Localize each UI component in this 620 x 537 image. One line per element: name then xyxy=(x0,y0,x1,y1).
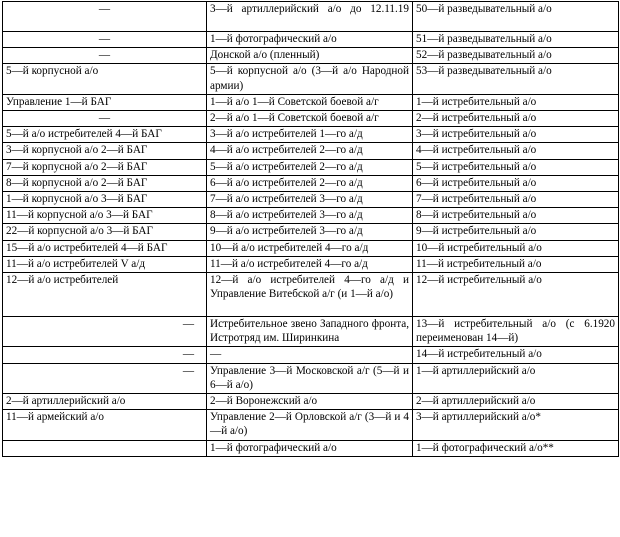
aviation-units-table xyxy=(2,1,619,457)
table-cell: 7—й корпусной а/о 2—й БАГ xyxy=(3,159,207,175)
table-row xyxy=(3,208,619,224)
table-cell: Управление 2—й Орловской а/г (3—й и 4—й а/о) xyxy=(207,410,413,440)
table-cell: 1—й артиллерийский а/о xyxy=(413,363,619,393)
table-cell: — xyxy=(3,347,207,363)
table-row xyxy=(3,363,619,393)
table-cell: 5—й корпусной а/о xyxy=(3,64,207,94)
table-cell: 3—й истребительный а/о xyxy=(413,127,619,143)
table-cell: 11—й армейский а/о xyxy=(3,410,207,440)
table-cell: 7—й истребительный а/о xyxy=(413,192,619,208)
table-row xyxy=(3,347,619,363)
table-cell: 6—й истребительный а/о xyxy=(413,175,619,191)
table-cell: 4—й а/о истребителей 2—го а/д xyxy=(207,143,413,159)
table-cell: — xyxy=(3,48,207,64)
table-cell: — xyxy=(3,2,207,32)
table-cell: 10—й а/о истребителей 4—го а/д xyxy=(207,240,413,256)
table-cell: 3—й артиллерийский а/о до 12.11.19 xyxy=(207,2,413,32)
table-cell: 13—й истребительный а/о (с 6.1920 переименован 14—й) xyxy=(413,317,619,347)
table-cell: — xyxy=(3,317,207,347)
table-row xyxy=(3,143,619,159)
table-cell: 3—й корпусной а/о 2—й БАГ xyxy=(3,143,207,159)
table-cell: 4—й истребительный а/о xyxy=(413,143,619,159)
table-row xyxy=(3,48,619,64)
table-cell: 1—й фотографический а/о xyxy=(207,32,413,48)
table-cell: 8—й а/о истребителей 3—го а/д xyxy=(207,208,413,224)
table-cell: — xyxy=(3,32,207,48)
table-cell: Управление 3—й Московской а/г (5—й и 6—й а/о) xyxy=(207,363,413,393)
table-cell: 1—й фотографический а/о** xyxy=(413,440,619,456)
table-row xyxy=(3,394,619,410)
table-row xyxy=(3,240,619,256)
table-cell: 52—й разведывательный а/о xyxy=(413,48,619,64)
table-cell: 3—й артиллерийский а/о* xyxy=(413,410,619,440)
table-cell: 5—й истребительный а/о xyxy=(413,159,619,175)
table-cell: 1—й истребительный а/о xyxy=(413,94,619,110)
table-cell: 12—й а/о истребителей xyxy=(3,273,207,317)
table-row xyxy=(3,317,619,347)
table-row xyxy=(3,111,619,127)
table-cell: 11—й а/о истребителей 4—го а/д xyxy=(207,256,413,272)
table-cell: 14—й истребительный а/о xyxy=(413,347,619,363)
table-cell: 12—й а/о истребителей 4—го а/д и Управление Витебской а/г (и 1—й а/о) xyxy=(207,273,413,317)
table-cell: 11—й истребительный а/о xyxy=(413,256,619,272)
table-cell: 10—й истребительный а/о xyxy=(413,240,619,256)
table-cell: 15—й а/о истребителей 4—й БАГ xyxy=(3,240,207,256)
table-cell: Истребительное звено Западного фронта, Истротряд им. Ширинкина xyxy=(207,317,413,347)
table-row xyxy=(3,159,619,175)
table-cell: 22—й корпусной а/о 3—й БАГ xyxy=(3,224,207,240)
table-cell: 12—й истребительный а/о xyxy=(413,273,619,317)
table-cell: 11—й корпусной а/о 3—й БАГ xyxy=(3,208,207,224)
table-cell xyxy=(3,440,207,456)
table-cell: 7—й а/о истребителей 3—го а/д xyxy=(207,192,413,208)
table-cell: 2—й а/о 1—й Советской боевой а/г xyxy=(207,111,413,127)
table-row xyxy=(3,2,619,32)
table-row xyxy=(3,127,619,143)
table-row xyxy=(3,256,619,272)
table-cell: 53—й разведывательный а/о xyxy=(413,64,619,94)
table-cell: 2—й артиллерийский а/о xyxy=(413,394,619,410)
table-cell: — xyxy=(3,111,207,127)
table-row xyxy=(3,440,619,456)
table-row xyxy=(3,32,619,48)
table-row xyxy=(3,64,619,94)
table-row xyxy=(3,175,619,191)
table-cell: 6—й а/о истребителей 2—го а/д xyxy=(207,175,413,191)
table-cell: 1—й корпусной а/о 3—й БАГ xyxy=(3,192,207,208)
table-cell: 9—й истребительный а/о xyxy=(413,224,619,240)
table-cell: Управление 1—й БАГ xyxy=(3,94,207,110)
table-cell: 5—й а/о истребителей 4—й БАГ xyxy=(3,127,207,143)
table-cell: 9—й а/о истребителей 3—го а/д xyxy=(207,224,413,240)
table-cell: 50—й разведывательный а/о xyxy=(413,2,619,32)
table-cell: 5—й корпусной а/о (3—й а/о Народной армии) xyxy=(207,64,413,94)
table-row xyxy=(3,410,619,440)
table-cell: — xyxy=(207,347,413,363)
table-cell: 51—й разведывательный а/о xyxy=(413,32,619,48)
table-cell: Донской а/о (пленный) xyxy=(207,48,413,64)
table-cell: 11—й а/о истребителей V а/д xyxy=(3,256,207,272)
table-cell: 2—й артиллерийский а/о xyxy=(3,394,207,410)
table-cell: 2—й истребительный а/о xyxy=(413,111,619,127)
table-cell: 5—й а/о истребителей 2—го а/д xyxy=(207,159,413,175)
table-row xyxy=(3,94,619,110)
table-cell: 1—й фотографический а/о xyxy=(207,440,413,456)
table-cell: — xyxy=(3,363,207,393)
table-row xyxy=(3,224,619,240)
table-cell: 8—й истребительный а/о xyxy=(413,208,619,224)
table-cell: 8—й корпусной а/о 2—й БАГ xyxy=(3,175,207,191)
table-cell: 2—й Воронежский а/о xyxy=(207,394,413,410)
table-row xyxy=(3,192,619,208)
table-cell: 3—й а/о истребителей 1—го а/д xyxy=(207,127,413,143)
table-cell: 1—й а/о 1—й Советской боевой а/г xyxy=(207,94,413,110)
table-row xyxy=(3,273,619,317)
